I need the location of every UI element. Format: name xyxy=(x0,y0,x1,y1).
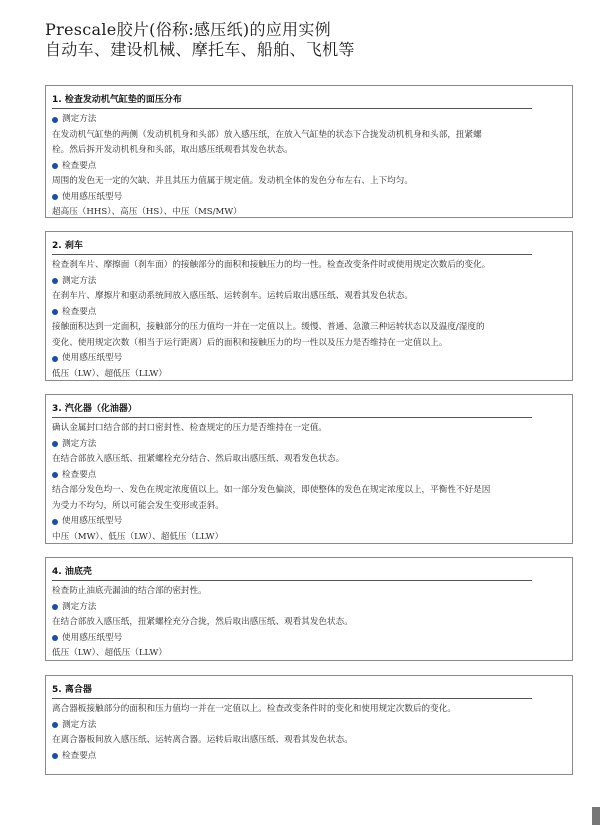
method-label: 测定方法 xyxy=(52,112,566,128)
points-label: 检查要点 xyxy=(52,468,566,484)
section-cylinder-gasket xyxy=(45,85,573,218)
bullet-icon xyxy=(52,356,58,362)
method-text-2: 栓。然后拆开发动机机身和头部，取出感压纸观看其发色状态。 xyxy=(52,145,293,155)
bullet-icon xyxy=(52,441,58,447)
points-text-1: 接触面积达到一定面积，接触部分的压力值均一并在一定值以上。缓慢、普通、急激三种运转状态以及温度/湿度的 xyxy=(52,322,485,332)
method-label: 测定方法 xyxy=(52,600,566,616)
section-brake xyxy=(45,231,573,381)
section-heading: 3. 汽化器（化油器） xyxy=(52,400,532,418)
method-text-1: 在离合器板间放入感压纸、运转离合器。运转后取出感压纸、观看其发色状态。 xyxy=(52,735,353,745)
intro-text: 检查刹车片、摩擦面（刹车面）的接触部分的面积和接触压力的均一性。检查改变条件时或使用规定次数后的变化。 xyxy=(52,260,491,270)
page-title xyxy=(45,20,355,60)
method-text-1: 在刹车片、摩擦片和驱动系统间放入感压纸、运转刹车。运转后取出感压纸、观看其发色状态。 xyxy=(52,291,413,301)
page-title-line1: Prescale胶片(俗称:感压纸)的应用实例 xyxy=(45,20,331,39)
page-title-line2: 自动车、建设机械、摩托车、船舶、飞机等 xyxy=(45,40,355,59)
bullet-icon xyxy=(52,278,58,284)
points-label: 检查要点 xyxy=(52,159,566,175)
method-text-1: 在结合部放入感压纸、扭紧螺栓充分结合、然后取出感压纸、观看发色状态。 xyxy=(52,454,345,464)
method-text-1: 在结合部放入感压纸，扭紧螺栓充分合拢，然后取出感压纸、观看其发色状态。 xyxy=(52,617,353,627)
type-label: 使用感压纸型号 xyxy=(52,351,566,367)
section-oil-pan xyxy=(45,557,573,661)
method-label: 测定方法 xyxy=(52,718,566,734)
points-label: 检查要点 xyxy=(52,305,566,321)
bullet-icon xyxy=(52,194,58,200)
section-heading: 4. 油底壳 xyxy=(52,563,532,581)
intro-text: 检查防止油底壳漏油的结合部的密封性。 xyxy=(52,586,207,596)
bullet-icon xyxy=(52,309,58,315)
bullet-icon xyxy=(52,163,58,169)
bullet-icon xyxy=(52,635,58,641)
type-text: 低压（LW）、超低压（LLW） xyxy=(52,368,167,379)
bullet-icon xyxy=(52,604,58,610)
type-text: 超高压（HHS）、高压（HS）、中压（MS/MW） xyxy=(52,207,242,217)
bullet-icon xyxy=(52,519,58,525)
type-label: 使用感压纸型号 xyxy=(52,514,566,530)
bullet-icon xyxy=(52,472,58,478)
points-text-2: 为受力不均匀，所以可能会发生变形或歪斜。 xyxy=(52,500,224,511)
section-heading: 5. 离合器 xyxy=(52,681,532,699)
section-carburetor xyxy=(45,394,573,544)
bullet-icon xyxy=(52,722,58,728)
bullet-icon xyxy=(52,753,58,759)
section-heading: 2. 刹车 xyxy=(52,237,532,255)
section-heading: 1. 检查发动机气缸垫的面压分布 xyxy=(52,91,532,109)
intro-text: 离合器板接触部分的面积和压力值均一并在一定值以上。检查改变条件时的变化和使用规定次数后的变化。 xyxy=(52,704,456,714)
points-text-1: 结合部分发色均一、发色在规定浓度值以上。如一部分发色偏淡，即使整体的发色在规定浓度以上，平衡性不好是因 xyxy=(52,485,491,495)
type-label: 使用感压纸型号 xyxy=(52,631,566,647)
bullet-icon xyxy=(52,117,58,123)
method-text-1: 在发动机气缸垫的两侧（发动机机身和头部）放入感压纸，在放入气缸垫的状态下合拢发动机机身和头部，扭紧螺 xyxy=(52,129,482,140)
points-text-1: 周围的发色无一定的欠缺、并且其压力值属于规定值。发动机全体的发色分布左右、上下均匀。 xyxy=(52,176,413,186)
type-label: 使用感压纸型号 xyxy=(52,190,566,206)
type-text: 低压（LW）、超低压（LLW） xyxy=(52,648,167,658)
method-label: 测定方法 xyxy=(52,274,566,290)
method-label: 测定方法 xyxy=(52,437,566,453)
intro-text: 确认金属封口结合部的封口密封性、检查规定的压力是否维持在一定值。 xyxy=(52,423,328,433)
points-text-2: 变化、使用规定次数（相当于运行距离）后的面积和接触压力的均一性以及压力是否维持在一定值以上。 xyxy=(52,337,448,348)
section-clutch xyxy=(45,675,573,775)
points-label: 检查要点 xyxy=(52,749,566,765)
type-text: 中压（MW）、低压（LW）、超低压（LLW） xyxy=(52,531,224,542)
scan-edge-mark xyxy=(592,807,600,825)
